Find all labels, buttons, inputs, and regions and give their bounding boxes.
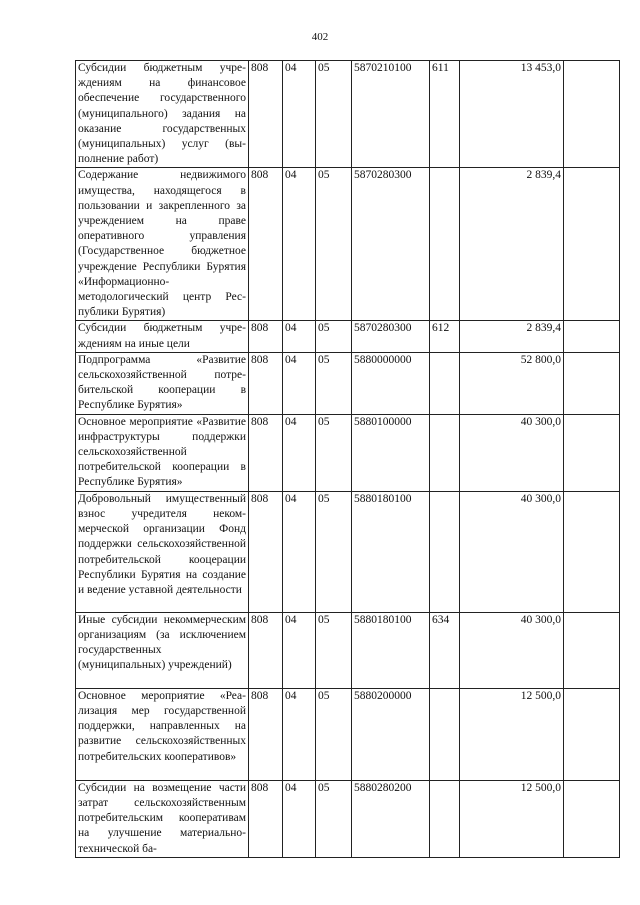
subsection-code: 05 bbox=[316, 61, 352, 168]
subsection-code: 05 bbox=[316, 414, 352, 491]
empty-cell bbox=[564, 352, 620, 414]
subsection-code: 05 bbox=[316, 612, 352, 688]
row-description: Иные субсидии некоммерческим организациям (за исключением государственных (муниципальных) учреждений) bbox=[76, 612, 249, 688]
subsection-code: 05 bbox=[316, 168, 352, 321]
empty-cell bbox=[564, 414, 620, 491]
ministry-code: 808 bbox=[249, 612, 283, 688]
expense-type-code bbox=[430, 168, 460, 321]
empty-cell bbox=[564, 61, 620, 168]
table-row bbox=[76, 61, 620, 168]
amount: 40 300,0 bbox=[460, 414, 564, 491]
row-description: Субсидии бюджетным учреждениям на финансовое обеспечение государственного (муниципального) задания на оказание государственных (муниципальных) услуг (выполнение работ) bbox=[76, 61, 249, 168]
section-code: 04 bbox=[283, 168, 316, 321]
empty-cell bbox=[564, 491, 620, 612]
empty-cell bbox=[564, 780, 620, 857]
target-article-code: 5870210100 bbox=[352, 61, 430, 168]
empty-cell bbox=[564, 168, 620, 321]
target-article-code: 5880200000 bbox=[352, 688, 430, 780]
table-row bbox=[76, 321, 620, 352]
ministry-code: 808 bbox=[249, 780, 283, 857]
amount: 12 500,0 bbox=[460, 688, 564, 780]
row-description: Добровольный имущественный взнос учредителя некоммерческой организации Фонд поддержки сельскохозяйственной потребительской кооцерации Республики Бурятия на создание и ведение уставной деятельности bbox=[76, 491, 249, 612]
target-article-code: 5880100000 bbox=[352, 414, 430, 491]
section-code: 04 bbox=[283, 61, 316, 168]
row-description: Подпрограмма «Развитие сельскохозяйственной потребительской кооперации в Республике Бурятия» bbox=[76, 352, 249, 414]
table-row bbox=[76, 414, 620, 491]
table-row bbox=[76, 352, 620, 414]
expense-type-code: 634 bbox=[430, 612, 460, 688]
expense-type-code bbox=[430, 688, 460, 780]
subsection-code: 05 bbox=[316, 321, 352, 352]
table-row bbox=[76, 612, 620, 688]
section-code: 04 bbox=[283, 780, 316, 857]
subsection-code: 05 bbox=[316, 352, 352, 414]
row-description: Основное мероприятие «Развитие инфраструктуры поддержки сельскохозяйственной потребительской кооперации в Республике Бурятия» bbox=[76, 414, 249, 491]
amount: 13 453,0 bbox=[460, 61, 564, 168]
section-code: 04 bbox=[283, 688, 316, 780]
section-code: 04 bbox=[283, 414, 316, 491]
amount: 2 839,4 bbox=[460, 168, 564, 321]
ministry-code: 808 bbox=[249, 321, 283, 352]
empty-cell bbox=[564, 688, 620, 780]
target-article-code: 5880280200 bbox=[352, 780, 430, 857]
target-article-code: 5880180100 bbox=[352, 491, 430, 612]
table-row bbox=[76, 780, 620, 857]
ministry-code: 808 bbox=[249, 688, 283, 780]
table-row bbox=[76, 491, 620, 612]
section-code: 04 bbox=[283, 352, 316, 414]
target-article-code: 5880000000 bbox=[352, 352, 430, 414]
ministry-code: 808 bbox=[249, 414, 283, 491]
amount: 40 300,0 bbox=[460, 612, 564, 688]
section-code: 04 bbox=[283, 321, 316, 352]
section-code: 04 bbox=[283, 612, 316, 688]
amount: 40 300,0 bbox=[460, 491, 564, 612]
row-description: Основное мероприятие «Реализация мер государственной поддержки, направленных на развитие сельскохозяйственных потребительских кооперативов» bbox=[76, 688, 249, 780]
ministry-code: 808 bbox=[249, 61, 283, 168]
ministry-code: 808 bbox=[249, 168, 283, 321]
expense-type-code bbox=[430, 414, 460, 491]
expense-type-code: 612 bbox=[430, 321, 460, 352]
amount: 2 839,4 bbox=[460, 321, 564, 352]
empty-cell bbox=[564, 321, 620, 352]
subsection-code: 05 bbox=[316, 491, 352, 612]
table-row bbox=[76, 688, 620, 780]
expense-type-code bbox=[430, 780, 460, 857]
budget-table bbox=[75, 60, 620, 858]
row-description: Субсидии бюджетным учреждениям на иные цели bbox=[76, 321, 249, 352]
row-description: Субсидии на возмещение части затрат сельскохозяйственным потребительским кооперативам на улучшение материально-технической ба- bbox=[76, 780, 249, 857]
expense-type-code: 611 bbox=[430, 61, 460, 168]
amount: 12 500,0 bbox=[460, 780, 564, 857]
expense-type-code bbox=[430, 352, 460, 414]
section-code: 04 bbox=[283, 491, 316, 612]
ministry-code: 808 bbox=[249, 491, 283, 612]
target-article-code: 5870280300 bbox=[352, 321, 430, 352]
target-article-code: 5880180100 bbox=[352, 612, 430, 688]
subsection-code: 05 bbox=[316, 688, 352, 780]
empty-cell bbox=[564, 612, 620, 688]
subsection-code: 05 bbox=[316, 780, 352, 857]
ministry-code: 808 bbox=[249, 352, 283, 414]
amount: 52 800,0 bbox=[460, 352, 564, 414]
table-row bbox=[76, 168, 620, 321]
row-description: Содержание недвижимого имущества, находящегося в пользовании и закрепленного за учреждением на праве оперативного управления (Государственное бюджетное учреждение Республики Бурятия «Информационно-методологический центр Республики Бурятия) bbox=[76, 168, 249, 321]
target-article-code: 5870280300 bbox=[352, 168, 430, 321]
page-number: 402 bbox=[311, 31, 329, 43]
expense-type-code bbox=[430, 491, 460, 612]
